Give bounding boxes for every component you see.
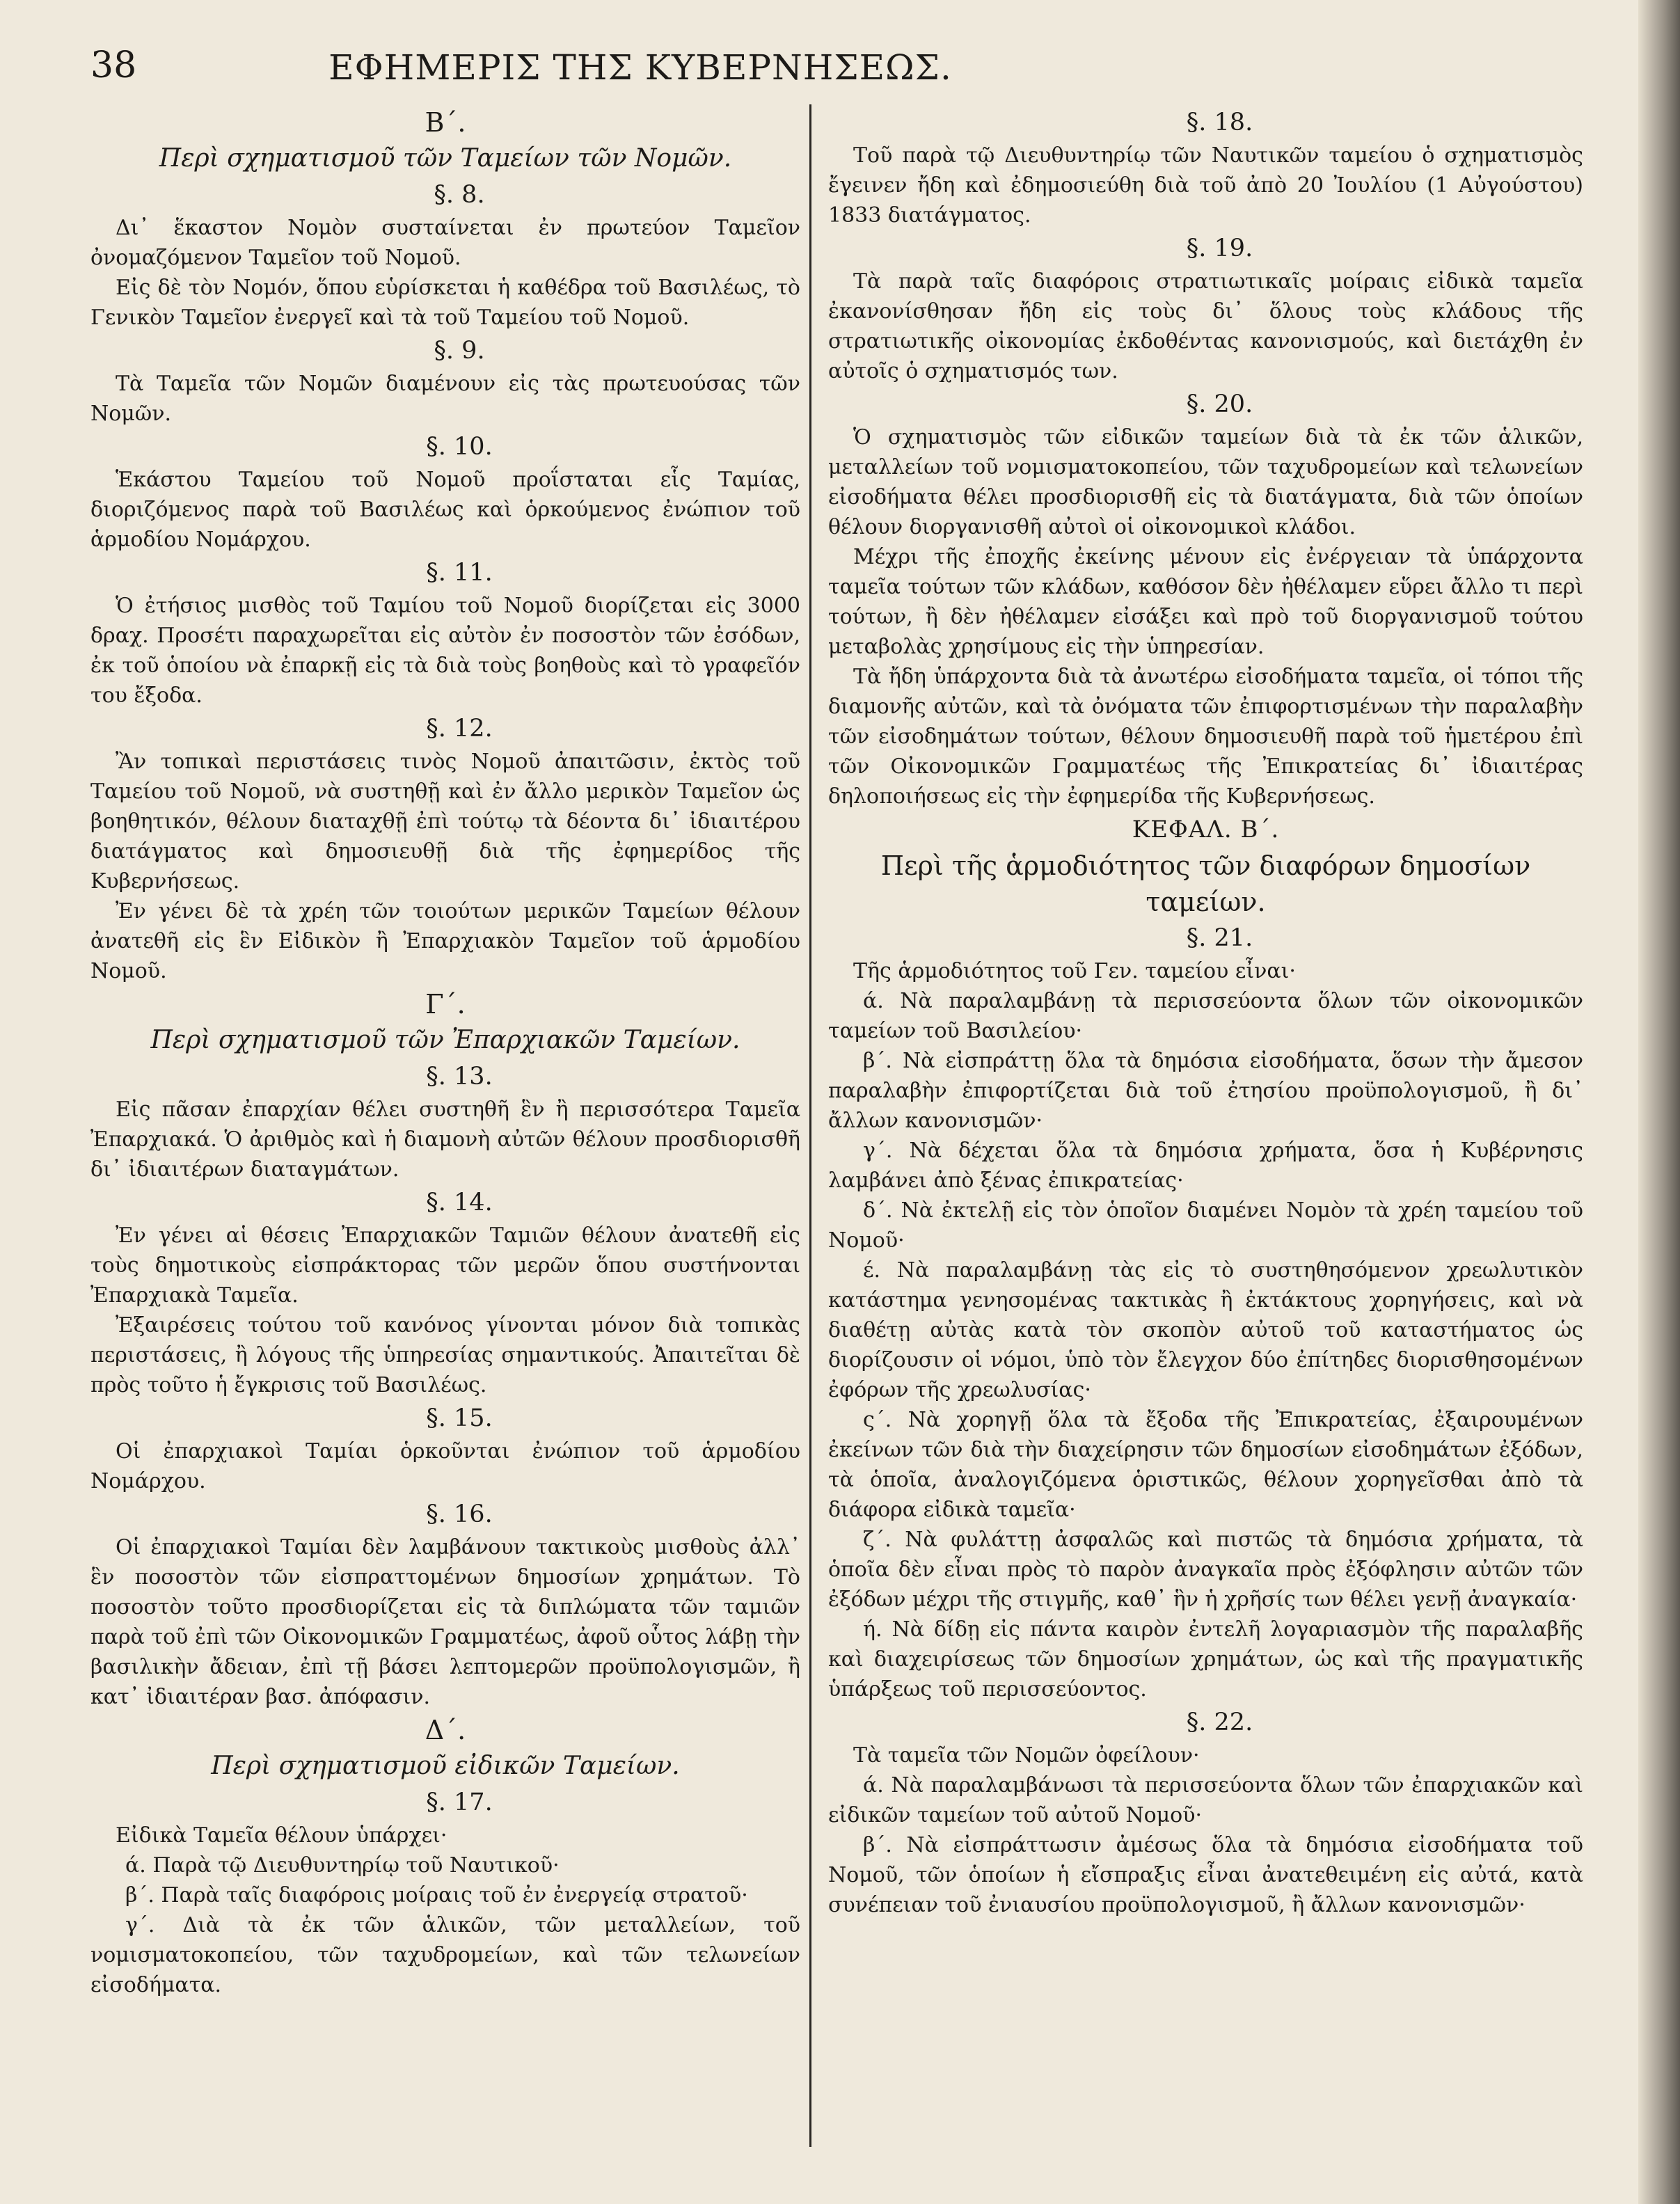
paragraph: Τὰ Ταμεῖα τῶν Νομῶν διαμένουν εἰς τὰς πρωτευούσας τῶν Νομῶν. xyxy=(90,372,800,426)
paragraph: Οἱ ἐπαρχιακοὶ Ταμίαι δὲν λαμβάνουν τακτικοὺς μισθοὺς ἀλλ᾽ ἓν ποσοστὸν τῶν εἰσπραττομένων δημοσίων χρημάτων. Τὸ ποσοστὸν τοῦτο προσδιορίζεται εἰς τὰ διπλώματα τῶν ταμιῶν παρὰ τοῦ ἐπὶ τῶν Οἰκονομικῶν Γραμματέως, ἀφοῦ οὗτος λάβῃ τὴν βασιλικὴν ἄδειαν, ἐπὶ τῇ βάσει λεπτομερῶν προϋπολογισμῶν, ἢ κατ᾽ ἰδιαιτέραν βασ. ἀπόφασιν. xyxy=(90,1535,800,1709)
section-subtitle: Περὶ σχηματισμοῦ τῶν Ἐπαρχιακῶν Ταμείων. xyxy=(150,1026,740,1054)
section-heading: Γ΄. xyxy=(425,989,466,1020)
right-column xyxy=(828,104,1583,2182)
paragraph: Δι᾽ ἕκαστον Νομὸν συσταίνεται ἐν πρωτεύον Ταμεῖον ὀνομαζόμενον Ταμεῖον τοῦ Νομοῦ. xyxy=(90,216,800,270)
paragraph: Ἂν τοπικαὶ περιστάσεις τινὸς Νομοῦ ἀπαιτῶσιν, ἐκτὸς τοῦ Ταμείου τοῦ Νομοῦ, νὰ συστηθῇ καὶ ἐν ἄλλο μερικὸν Ταμεῖον ὡς βοηθητικόν, θέλουν διαταχθῇ ἐπὶ τούτῳ τὰ δέοντα δι᾽ ἰδιαιτέρου διατάγματος καὶ δημοσιευθῇ διὰ τῆς ἐφημερίδος τῆς Κυβερνήσεως. xyxy=(90,750,800,894)
paragraph: Εἰδικὰ Ταμεῖα θέλουν ὑπάρχει· xyxy=(116,1823,447,1848)
paragraph: Τὰ παρὰ ταῖς διαφόροις στρατιωτικαῖς μοίραις εἰδικὰ ταμεῖα ἐκανονίσθησαν ἤδη εἰς τοὺς δι᾽ ὅλους τοὺς κλάδους τῆς στρατιωτικῆς οἰκονομίας ἐκδοθέντας κανονισμούς, καὶ διετάχθη ἐν αὐτοῖς ὁ σχηματισμός των. xyxy=(828,269,1583,383)
list-item: ά. Νὰ παραλαμβάνωσι τὰ περισσεύοντα ὅλων τῶν ἐπαρχιακῶν καὶ εἰδικῶν ταμείων τοῦ αὐτοῦ Νομοῦ· xyxy=(828,1773,1583,1828)
section-number: §. 12. xyxy=(426,715,493,743)
page-binding-shadow xyxy=(1638,0,1680,2204)
section-number: §. 16. xyxy=(426,1500,493,1528)
list-item: έ. Νὰ παραλαμβάνῃ τὰς εἰς τὸ συστηθησόμενον χρεωλυτικὸν κατάστημα γενησομένας τακτικὰς ἢ ἐκτάκτους χορηγήσεις, καὶ νὰ διαθέτῃ αὐτὰς κατὰ τὸν σκοπὸν αὐτοῦ τοῦ καταστήματος ὡς διορίζουσιν οἱ νόμοι, ὑπὸ τὸν ἔλεγχον δύο ἐπίτηδες διορισθησομένων ἐφόρων τῆς χρεωλυσίας· xyxy=(828,1258,1583,1402)
section-number: §. 13. xyxy=(426,1063,493,1091)
paragraph: Ἑκάστου Ταμείου τοῦ Νομοῦ προΐσταται εἷς Ταμίας, διοριζόμενος παρὰ τοῦ Βασιλέως καὶ ὁρκούμενος ἐνώπιον τοῦ ἁρμοδίου Νομάρχου. xyxy=(90,468,800,552)
section-heading: Β΄. xyxy=(425,107,466,138)
list-item: ή. Νὰ δίδῃ εἰς πάντα καιρὸν ἐντελῆ λογαριασμὸν τῆς παραλαβῆς καὶ διαχειρίσεως τῶν δημοσίων χρημάτων, ὡς καὶ τῆς πραγματικῆς ὑπάρξεως τοῦ περισσεύοντος. xyxy=(828,1617,1583,1702)
section-number: §. 18. xyxy=(1186,109,1253,136)
list-item: ά. Παρὰ τῷ Διευθυντηρίῳ τοῦ Ναυτικοῦ· xyxy=(125,1853,560,1878)
section-number: §. 10. xyxy=(426,433,493,461)
page-header xyxy=(90,42,1162,97)
list-item: ά. Νὰ παραλαμβάνῃ τὰ περισσεύοντα ὅλων τῶν οἰκονομικῶν ταμείων τοῦ Βασιλείου· xyxy=(828,989,1583,1043)
section-number: §. 15. xyxy=(426,1404,493,1432)
section-number: §. 20. xyxy=(1186,390,1253,418)
list-item: δ΄. Νὰ ἐκτελῇ εἰς τὸν ὁποῖον διαμένει Νομὸν τὰ χρέη ταμείου τοῦ Νομοῦ· xyxy=(828,1198,1583,1253)
section-number: §. 19. xyxy=(1186,235,1253,262)
paragraph: Τὰ ταμεῖα τῶν Νομῶν ὀφείλουν· xyxy=(853,1743,1200,1768)
list-item: γ΄. Νὰ δέχεται ὅλα τὰ δημόσια χρήματα, ὅσα ἡ Κυβέρνησις λαμβάνει ἀπὸ ξένας ἐπικρατείας· xyxy=(828,1139,1583,1193)
paragraph: Τοῦ παρὰ τῷ Διευθυντηρίῳ τῶν Ναυτικῶν ταμείου ὁ σχηματισμὸς ἔγεινεν ἤδη καὶ ἐδημοσιεύθη διὰ τοῦ ἀπὸ 20 Ἰουλίου (1 Αὐγούστου) 1833 διατάγματος. xyxy=(828,143,1583,228)
section-heading: Δ΄. xyxy=(425,1715,466,1745)
chapter-heading: ΚΕΦΑΛ. Β΄. xyxy=(1132,816,1280,843)
column-divider xyxy=(809,104,811,2147)
list-item: ς΄. Νὰ χορηγῇ ὅλα τὰ ἔξοδα τῆς Ἐπικρατείας, ἐξαιρουμένων ἐκείνων τῶν διὰ τὴν διαχείρησιν τῶν δημοσίων εἰσοδημάτων ἐξόδων, τὰ ὁποῖα, ἀναλογιζόμενα ὁριστικῶς, θέλουν χορηγεῖσθαι ἀπὸ τὰ διάφορα εἰδικὰ ταμεῖα· xyxy=(828,1408,1583,1522)
list-item: β΄. Νὰ εἰσπράττῃ ὅλα τὰ δημόσια εἰσοδήματα, ὅσων τὴν ἄμεσον παραλαβὴν ἐπιφορτίζεται διὰ τοῦ ἐτησίου προϋπολογισμοῦ, ἢ δι᾽ ἄλλων κανονισμῶν· xyxy=(828,1049,1583,1133)
list-item: ζ΄. Νὰ φυλάττῃ ἀσφαλῶς καὶ πιστῶς τὰ δημόσια χρήματα, τὰ ὁποῖα δὲν εἶναι πρὸς τὸ παρὸν ἀναγκαῖα πρὸς ἐξόφλησιν αὐτῶν τῶν ἐξόδων μέχρι τῆς στιγμῆς, καθ᾽ ἣν ἡ χρῆσίς των θέλει γενῇ ἀναγκαία· xyxy=(828,1528,1583,1612)
section-number: §. 9. xyxy=(434,337,485,365)
paragraph: Ὁ ἐτήσιος μισθὸς τοῦ Ταμίου τοῦ Νομοῦ διορίζεται εἰς 3000 δραχ. Προσέτι παραχωρεῖται εἰς αὐτὸν ἐν ποσοστὸν τῶν ἐσόδων, ἐκ τοῦ ὁποίου νὰ ἐπαρκῇ εἰς τὰ διὰ τοὺς βοηθοὺς καὶ τὸ γραφεῖόν του ἔξοδα. xyxy=(90,594,800,708)
paragraph: Οἱ ἐπαρχιακοὶ Ταμίαι ὁρκοῦνται ἐνώπιον τοῦ ἁρμοδίου Νομάρχου. xyxy=(90,1439,800,1493)
paragraph: Εἰς δὲ τὸν Νομόν, ὅπου εὑρίσκεται ἡ καθέδρα τοῦ Βασιλέως, τὸ Γενικὸν Ταμεῖον ἐνεργεῖ καὶ τὰ τοῦ Ταμείου τοῦ Νομοῦ. xyxy=(90,276,800,330)
section-number: §. 11. xyxy=(426,559,493,587)
paragraph: Τῆς ἁρμοδιότητος τοῦ Γεν. ταμείου εἶναι· xyxy=(853,959,1296,983)
left-column xyxy=(90,104,800,2182)
list-item: γ΄. Διὰ τὰ ἐκ τῶν ἁλικῶν, τῶν μεταλλείων, τοῦ νομισματοκοπείου, τῶν ταχυδρομείων, καὶ τῶν τελωνείων εἰσοδήματα. xyxy=(90,1913,800,1997)
paragraph: Ὁ σχηματισμὸς τῶν εἰδικῶν ταμείων διὰ τὰ ἐκ τῶν ἁλικῶν, μεταλλείων τοῦ νομισματοκοπείου, τῶν ταχυδρομείων καὶ τελωνείων εἰσοδήματα θέλει προσδιορισθῆ εἰς τὰ διατάγματα, διὰ τῶν ὁποίων θέλουν διοργανισθῆ αὐτοὶ οἱ οἰκονομικοὶ κλάδοι. xyxy=(828,425,1583,539)
section-subtitle: Περὶ σχηματισμοῦ εἰδικῶν Ταμείων. xyxy=(211,1752,680,1780)
section-subtitle: Περὶ σχηματισμοῦ τῶν Ταμείων τῶν Νομῶν. xyxy=(159,144,732,173)
journal-title: ΕΦΗΜΕΡΙΣ ΤΗΣ ΚΥΒΕΡΝΗΣΕΩΣ. xyxy=(328,47,952,88)
paragraph: Ἐν γένει δὲ τὰ χρέη τῶν τοιούτων μερικῶν Ταμείων θέλουν ἀνατεθῆ εἰς ἓν Εἰδικὸν ἢ Ἐπαρχιακὸν Ταμεῖον τοῦ ἁρμοδίου Νομοῦ. xyxy=(90,899,800,983)
paragraph: Εἰς πᾶσαν ἐπαρχίαν θέλει συστηθῆ ἓν ἢ περισσότερα Ταμεῖα Ἐπαρχιακά. Ὁ ἀριθμὸς καὶ ἡ διαμονὴ αὐτῶν θέλουν προσδιορισθῆ δι᾽ ἰδιαιτέρων διαταγμάτων. xyxy=(90,1097,800,1182)
section-heading: Περὶ τῆς ἁρμοδιότητος τῶν διαφόρων δημοσίων ταμείων. xyxy=(880,850,1531,917)
paragraph: Μέχρι τῆς ἐποχῆς ἐκείνης μένουν εἰς ἐνέργειαν τὰ ὑπάρχοντα ταμεῖα τούτων τῶν κλάδων, καθόσον δὲν ἠθέλαμεν εὕρει ἄλλο τι περὶ τούτων, ἢ δὲν ἠθέλαμεν εἰσάξει καὶ πρὸ τοῦ διοργανισμοῦ τούτου μεταβολὰς χρησίμους εἰς τὴν ὑπηρεσίαν. xyxy=(828,545,1583,659)
section-number: §. 21. xyxy=(1186,924,1253,952)
page-number: 38 xyxy=(90,45,137,86)
section-number: §. 14. xyxy=(426,1189,493,1216)
paragraph: Τὰ ἤδη ὑπάρχοντα διὰ τὰ ἀνωτέρω εἰσοδήματα ταμεῖα, οἱ τόποι τῆς διαμονῆς αὐτῶν, καὶ τὰ ὀνόματα τῶν ἐπιφορτισμένων τὴν παραλαβὴν τῶν εἰσοδημάτων τούτων, θέλουν δημοσιευθῆ παρὰ τοῦ ἡμετέρου ἐπὶ τῶν Οἰκονομικῶν Γραμματέως τῆς Ἐπικρατείας δι᾽ ἰδιαιτέρας δηλοποιήσεως εἰς τὴν ἐφημερίδα τῆς Κυβερνήσεως. xyxy=(828,665,1583,809)
list-item: β΄. Παρὰ ταῖς διαφόροις μοίραις τοῦ ἐν ἐνεργείᾳ στρατοῦ· xyxy=(125,1883,748,1908)
list-item: β΄. Νὰ εἰσπράττωσιν ἀμέσως ὅλα τὰ δημόσια εἰσοδήματα τοῦ Νομοῦ, τῶν ὁποίων ἡ εἴσπραξις εἶναι ἀνατεθειμένη εἰς αὐτά, κατὰ συνέπειαν τοῦ ἐνιαυσίου προϋπολογισμοῦ, ἢ ἄλλων κανονισμῶν· xyxy=(828,1833,1583,1917)
section-number: §. 22. xyxy=(1186,1709,1253,1736)
paragraph: Ἐξαιρέσεις τούτου τοῦ κανόνος γίνονται μόνον διὰ τοπικὰς περιστάσεις, ἢ λόγους τῆς ὑπηρεσίας σημαντικούς. Ἀπαιτεῖται δὲ πρὸς τοῦτο ἡ ἔγκρισις τοῦ Βασιλέως. xyxy=(90,1313,800,1397)
section-number: §. 17. xyxy=(426,1789,493,1816)
paragraph: Ἐν γένει αἱ θέσεις Ἐπαρχιακῶν Ταμιῶν θέλουν ἀνατεθῆ εἰς τοὺς δημοτικοὺς εἰσπράκτορας τῶν μερῶν ὅπου συστήνονται Ἐπαρχιακὰ Ταμεῖα. xyxy=(90,1223,800,1308)
section-number: §. 8. xyxy=(434,181,485,209)
